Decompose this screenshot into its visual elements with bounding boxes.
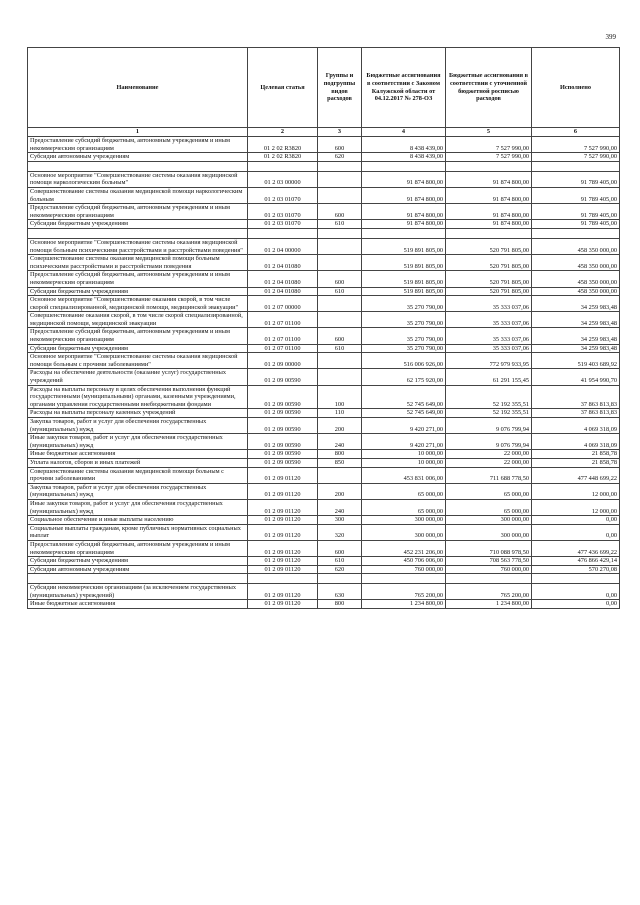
column-number-row [28,128,620,137]
row-executed: 91 789 405,00 [532,171,620,187]
row-name: Иные бюджетные ассигнования [28,450,248,459]
table-row [28,434,620,450]
row-executed: 0,00 [532,600,620,609]
row-executed: 34 259 983,48 [532,312,620,328]
row-target-code: 01 2 03 01070 [248,204,318,220]
row-budget-law: 35 270 790,00 [362,312,446,328]
row-executed: 91 789 405,00 [532,187,620,203]
row-budget-revised: 91 874 800,00 [446,204,532,220]
row-name: Субсидии бюджетным учреждениям [28,344,248,353]
row-name: Предоставление субсидий бюджетным, автономным учреждениям и иным некоммерческим организациям [28,328,248,344]
row-executed: 12 000,00 [532,483,620,499]
row-target-code: 01 2 09 01120 [248,483,318,499]
row-name: Закупка товаров, работ и услуг для обеспечения государственных (муниципальных) нужд [28,418,248,434]
spacer-cell [248,228,318,238]
row-budget-law: 300 000,00 [362,524,446,540]
row-budget-revised: 710 088 978,50 [446,540,532,556]
row-executed: 41 954 990,70 [532,369,620,385]
row-name: Уплата налогов, сборов и иных платежей [28,458,248,467]
table-row [28,557,620,566]
table-row [28,409,620,418]
row-budget-law: 10 000,00 [362,458,446,467]
row-budget-law: 10 000,00 [362,450,446,459]
row-executed: 458 350 000,00 [532,238,620,254]
spacer-cell [446,161,532,171]
row-budget-revised: 760 000,00 [446,565,532,574]
page-number: 399 [605,33,616,41]
row-name: Предоставление субсидий бюджетным, автономным учреждениям и иным некоммерческим организациям [28,204,248,220]
row-target-code: 01 2 07 01100 [248,328,318,344]
col-number: 3 [318,128,362,137]
spacer-cell [28,161,248,171]
table-row [28,255,620,271]
row-executed: 12 000,00 [532,499,620,515]
row-budget-law: 91 874 800,00 [362,204,446,220]
table-row [28,499,620,515]
spacer-cell [318,574,362,584]
table-row [28,584,620,600]
table-row [28,600,620,609]
row-budget-revised: 7 527 990,00 [446,153,532,162]
row-name: Субсидии автономным учреждениям [28,565,248,574]
row-executed: 570 270,08 [532,565,620,574]
row-expense-group: 110 [318,409,362,418]
col-header-group: Группы и подгруппы видов расходов [318,48,362,128]
row-target-code: 01 2 09 00590 [248,385,318,409]
row-name: Иные закупки товаров, работ и услуг для обеспечения государственных (муниципальных) нужд [28,434,248,450]
row-target-code: 01 2 09 01120 [248,524,318,540]
row-executed: 37 863 813,83 [532,385,620,409]
row-executed: 477 436 699,22 [532,540,620,556]
col-header-budget-revised: Бюджетные ассигнования в соответствии с уточненной бюджетной росписью расходов [446,48,532,128]
spacer-cell [446,574,532,584]
row-name: Закупка товаров, работ и услуг для обеспечения государственных (муниципальных) нужд [28,483,248,499]
row-budget-revised: 772 979 933,95 [446,353,532,369]
col-number: 1 [28,128,248,137]
table-row [28,524,620,540]
row-executed: 7 527 990,00 [532,137,620,153]
table-row [28,271,620,287]
row-expense-group: 240 [318,499,362,515]
spacer-cell [248,574,318,584]
row-budget-law: 91 874 800,00 [362,187,446,203]
row-budget-revised: 300 000,00 [446,524,532,540]
row-budget-law: 519 891 805,00 [362,238,446,254]
row-expense-group [318,171,362,187]
row-budget-revised: 22 000,00 [446,458,532,467]
spacer-cell [532,228,620,238]
row-budget-revised: 7 527 990,00 [446,137,532,153]
table-row [28,344,620,353]
row-budget-revised: 52 192 355,51 [446,409,532,418]
spacer-cell [318,228,362,238]
row-target-code: 01 2 09 01120 [248,557,318,566]
row-target-code: 01 2 09 01120 [248,516,318,525]
row-budget-revised: 91 874 800,00 [446,171,532,187]
row-budget-law: 91 874 800,00 [362,220,446,229]
row-name: Совершенствование оказания скорой, в том числе скорой специализированной, медицинской помощи, медицинской эвакуации [28,312,248,328]
spacer-cell [318,161,362,171]
row-target-code: 01 2 03 01070 [248,220,318,229]
row-target-code: 01 2 09 01120 [248,565,318,574]
row-budget-law: 760 000,00 [362,565,446,574]
row-budget-revised: 9 076 799,94 [446,434,532,450]
row-name: Субсидии бюджетным учреждениям [28,220,248,229]
row-name: Субсидии некоммерческим организациям (за исключением государственных (муниципальных) учреждений) [28,584,248,600]
row-expense-group: 630 [318,584,362,600]
table-row [28,353,620,369]
row-name: Расходы на выплаты персоналу в целях обеспечения выполнения функций государственными (муниципальными) органами, казенными учреждениями, органами управления государственными внебюджетными фондами [28,385,248,409]
row-target-code: 01 2 09 00590 [248,434,318,450]
table-row [28,220,620,229]
row-name: Расходы на выплаты персоналу казенных учреждений [28,409,248,418]
row-budget-revised: 35 333 037,06 [446,344,532,353]
row-budget-revised: 22 000,00 [446,450,532,459]
row-expense-group: 200 [318,418,362,434]
table-row [28,328,620,344]
row-target-code: 01 2 09 00000 [248,353,318,369]
row-target-code: 01 2 09 00590 [248,458,318,467]
row-budget-revised: 765 200,00 [446,584,532,600]
row-budget-law: 9 420 271,00 [362,434,446,450]
table-row [28,153,620,162]
row-expense-group: 240 [318,434,362,450]
spacer-cell [248,161,318,171]
row-expense-group: 800 [318,450,362,459]
col-header-target: Целевая статья [248,48,318,128]
table-row [28,238,620,254]
row-expense-group [318,312,362,328]
row-budget-law: 765 200,00 [362,584,446,600]
header-row [28,48,620,128]
row-name: Предоставление субсидий бюджетным, автономным учреждениям и иным некоммерческим организациям [28,137,248,153]
table-row [28,540,620,556]
row-budget-revised: 91 874 800,00 [446,220,532,229]
row-target-code: 01 2 09 01120 [248,540,318,556]
row-budget-revised: 520 791 805,00 [446,255,532,271]
row-executed: 37 863 813,83 [532,409,620,418]
row-budget-law: 35 270 790,00 [362,328,446,344]
row-budget-law: 452 231 206,00 [362,540,446,556]
row-name: Предоставление субсидий бюджетным, автономным учреждениям и иным некоммерческим организациям [28,540,248,556]
row-executed: 91 789 405,00 [532,220,620,229]
row-name: Предоставление субсидий бюджетным, автономным учреждениям и иным некоммерческим организациям [28,271,248,287]
row-budget-revised: 65 000,00 [446,499,532,515]
row-executed: 4 069 318,09 [532,434,620,450]
row-executed: 7 527 990,00 [532,153,620,162]
row-budget-law: 1 234 800,00 [362,600,446,609]
table-row [28,483,620,499]
spacer-cell [28,574,248,584]
row-expense-group [318,296,362,312]
row-budget-revised: 9 076 799,94 [446,418,532,434]
row-budget-law: 35 270 790,00 [362,344,446,353]
row-budget-law: 516 006 926,00 [362,353,446,369]
col-number: 4 [362,128,446,137]
table-row [28,287,620,296]
row-name: Основное мероприятие "Совершенствование системы оказания медицинской помощи больным психическими расстройствами и расстройствами поведения" [28,238,248,254]
row-expense-group: 200 [318,483,362,499]
row-expense-group [318,369,362,385]
row-target-code: 01 2 09 00590 [248,418,318,434]
row-target-code: 01 2 04 01080 [248,287,318,296]
row-expense-group: 100 [318,385,362,409]
row-target-code: 01 2 04 01080 [248,255,318,271]
spacer-cell [532,161,620,171]
row-expense-group [318,255,362,271]
row-executed: 21 858,78 [532,458,620,467]
row-target-code: 01 2 03 00000 [248,171,318,187]
row-expense-group: 320 [318,524,362,540]
row-executed: 21 858,78 [532,450,620,459]
row-target-code: 01 2 09 00590 [248,369,318,385]
row-budget-revised: 711 688 778,50 [446,467,532,483]
row-budget-revised: 52 192 355,51 [446,385,532,409]
row-target-code: 01 2 02 R3820 [248,137,318,153]
row-target-code: 01 2 09 00590 [248,450,318,459]
row-expense-group: 850 [318,458,362,467]
budget-table [27,47,620,609]
row-budget-revised: 61 291 155,45 [446,369,532,385]
row-target-code: 01 2 04 00000 [248,238,318,254]
row-name: Иные бюджетные ассигнования [28,600,248,609]
row-target-code: 01 2 07 00000 [248,296,318,312]
row-executed: 519 403 689,92 [532,353,620,369]
row-budget-law: 300 000,00 [362,516,446,525]
row-executed: 34 259 983,48 [532,296,620,312]
row-name: Расходы на обеспечение деятельности (оказание услуг) государственных учреждений [28,369,248,385]
table-row [28,312,620,328]
row-budget-law: 519 891 805,00 [362,271,446,287]
spacer-cell [446,228,532,238]
row-expense-group: 300 [318,516,362,525]
row-expense-group: 600 [318,328,362,344]
row-executed: 476 866 429,14 [532,557,620,566]
row-name: Основное мероприятие "Совершенствование оказания скорой, в том числе скорой специализированной, медицинской помощи, медицинской эвакуации" [28,296,248,312]
table-row [28,450,620,459]
row-budget-law: 450 706 006,00 [362,557,446,566]
row-executed: 0,00 [532,524,620,540]
table-row [28,369,620,385]
row-target-code: 01 2 07 01100 [248,312,318,328]
row-expense-group: 600 [318,204,362,220]
row-expense-group: 800 [318,600,362,609]
row-budget-revised: 520 791 805,00 [446,271,532,287]
row-budget-law: 9 420 271,00 [362,418,446,434]
row-expense-group [318,353,362,369]
spacer-cell [362,574,446,584]
row-budget-law: 8 438 439,00 [362,137,446,153]
col-header-name: Наименование [28,48,248,128]
row-name: Социальное обеспечение и иные выплаты населению [28,516,248,525]
row-expense-group: 620 [318,565,362,574]
row-name: Субсидии бюджетным учреждениям [28,557,248,566]
row-expense-group [318,238,362,254]
row-expense-group: 600 [318,137,362,153]
row-target-code: 01 2 09 01120 [248,467,318,483]
row-budget-law: 453 831 006,00 [362,467,446,483]
table-row [28,516,620,525]
table-row [28,418,620,434]
table-row [28,458,620,467]
row-expense-group: 610 [318,287,362,296]
row-budget-law: 91 874 800,00 [362,171,446,187]
row-target-code: 01 2 09 01120 [248,499,318,515]
row-target-code: 01 2 03 01070 [248,187,318,203]
spacer-row [28,161,620,171]
table-row [28,385,620,409]
row-budget-revised: 35 333 037,06 [446,296,532,312]
col-header-budget-law: Бюджетные ассигнования в соответствии с Законом Калужской области от 04.12.2017 № 278-ОЗ [362,48,446,128]
row-budget-law: 8 438 439,00 [362,153,446,162]
table-row [28,467,620,483]
row-budget-law: 519 891 805,00 [362,255,446,271]
row-name: Субсидии бюджетным учреждениям [28,287,248,296]
row-budget-law: 65 000,00 [362,499,446,515]
row-expense-group: 610 [318,557,362,566]
row-name: Социальные выплаты гражданам, кроме публичных нормативных социальных выплат [28,524,248,540]
row-executed: 458 350 000,00 [532,271,620,287]
row-target-code: 01 2 02 R3820 [248,153,318,162]
table-row [28,204,620,220]
row-executed: 477 448 699,22 [532,467,620,483]
row-target-code: 01 2 07 01100 [248,344,318,353]
row-budget-law: 35 270 790,00 [362,296,446,312]
spacer-cell [362,228,446,238]
row-expense-group [318,467,362,483]
row-budget-revised: 520 791 805,00 [446,287,532,296]
spacer-cell [28,228,248,238]
row-target-code: 01 2 04 01080 [248,271,318,287]
row-name: Субсидии автономным учреждениям [28,153,248,162]
col-number: 5 [446,128,532,137]
row-budget-revised: 65 000,00 [446,483,532,499]
row-target-code: 01 2 09 01120 [248,584,318,600]
col-number: 2 [248,128,318,137]
row-executed: 34 259 983,48 [532,328,620,344]
row-budget-law: 52 745 649,00 [362,409,446,418]
row-budget-revised: 300 000,00 [446,516,532,525]
row-expense-group: 600 [318,271,362,287]
row-name: Иные закупки товаров, работ и услуг для обеспечения государственных (муниципальных) нужд [28,499,248,515]
row-name: Совершенствование системы оказания медицинской помощи больным психическими расстройствами и расстройствами поведения [28,255,248,271]
row-executed: 0,00 [532,516,620,525]
row-budget-revised: 708 563 778,50 [446,557,532,566]
col-header-executed: Исполнено [532,48,620,128]
table-row [28,137,620,153]
table-row [28,171,620,187]
row-expense-group: 600 [318,540,362,556]
row-executed: 0,00 [532,584,620,600]
spacer-row [28,228,620,238]
row-expense-group [318,187,362,203]
row-target-code: 01 2 09 01120 [248,600,318,609]
row-expense-group: 620 [318,153,362,162]
row-expense-group: 610 [318,344,362,353]
table-row [28,296,620,312]
col-number: 6 [532,128,620,137]
row-expense-group: 610 [318,220,362,229]
row-budget-revised: 35 333 037,06 [446,328,532,344]
spacer-cell [362,161,446,171]
spacer-row [28,574,620,584]
table-row [28,187,620,203]
row-name: Основное мероприятие "Совершенствование системы оказания медицинской помощи больным с прочими заболеваниями" [28,353,248,369]
row-budget-revised: 520 791 805,00 [446,238,532,254]
row-executed: 458 350 000,00 [532,255,620,271]
row-name: Совершенствование системы оказания медицинской помощи наркологическим больным [28,187,248,203]
row-budget-law: 52 745 649,00 [362,385,446,409]
row-budget-law: 65 000,00 [362,483,446,499]
spacer-cell [532,574,620,584]
row-executed: 458 350 000,00 [532,287,620,296]
row-executed: 91 789 405,00 [532,204,620,220]
row-budget-law: 62 175 920,00 [362,369,446,385]
row-budget-revised: 35 333 037,06 [446,312,532,328]
row-executed: 34 259 983,48 [532,344,620,353]
row-name: Основное мероприятие "Совершенствование системы оказания медицинской помощи наркологическим больным" [28,171,248,187]
row-name: Совершенствование системы оказания медицинской помощи больным с прочими заболеваниями [28,467,248,483]
row-budget-revised: 1 234 800,00 [446,600,532,609]
row-budget-law: 519 891 805,00 [362,287,446,296]
table-row [28,565,620,574]
row-executed: 4 069 318,09 [532,418,620,434]
row-target-code: 01 2 09 00590 [248,409,318,418]
row-budget-revised: 91 874 800,00 [446,187,532,203]
